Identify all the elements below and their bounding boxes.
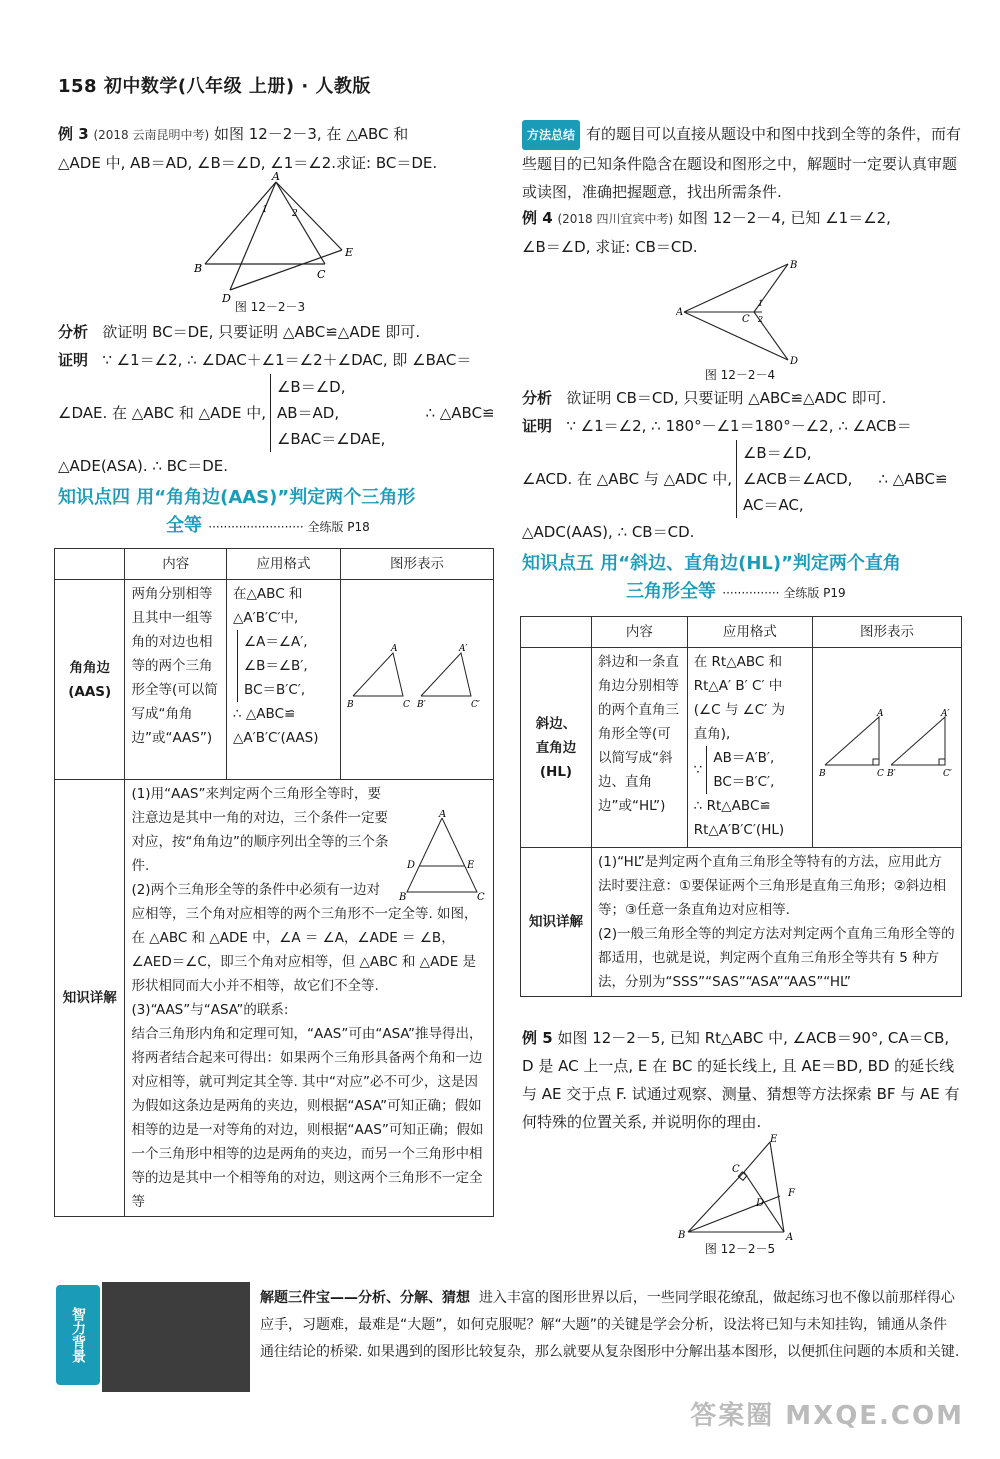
detail-paragraph: (3)“AAS”与“ASA”的联系: bbox=[131, 1002, 289, 1018]
example-4-solution bbox=[522, 384, 962, 546]
example-3-solution bbox=[58, 318, 498, 480]
proof-text: ∴ △ABC≌ bbox=[878, 470, 948, 488]
table-aas bbox=[54, 548, 494, 1217]
analysis-text: 欲证明 CB＝CD, 只要证明 △ABC≌△ADC 即可. bbox=[566, 389, 887, 407]
label-a: A bbox=[439, 810, 447, 820]
label-b2: B′ bbox=[887, 768, 896, 779]
label-c2: C′ bbox=[943, 768, 952, 779]
label-1: 1 bbox=[758, 299, 764, 308]
label-1: 1 bbox=[262, 205, 268, 215]
proof-text: ∵ ∠1＝∠2, ∴ 180°－∠1＝180°－∠2, ∴ ∠ACB＝ bbox=[566, 417, 912, 435]
label-a2: A′ bbox=[941, 708, 950, 719]
label-a: A bbox=[391, 643, 398, 654]
label-b: B bbox=[678, 1230, 686, 1241]
cell-detail bbox=[591, 848, 961, 997]
figure-caption: 图 12－2－4 bbox=[704, 368, 776, 382]
table-header: 图形表示 bbox=[813, 617, 962, 648]
example-statement: 如图 12－2－5, 已知 Rt△ABC 中, ∠ACB＝90°, CA＝CB, D 是 AC 上一点, E 在 BC 的延长线上, 且 AE＝BD, BD 的延长线与 AE 交于点 F. 试通过观察、测量、猜想等方法探索 BF 与 AE 有何特殊的位置关系, 并说明你的理由. bbox=[522, 1029, 960, 1131]
kp-title-line: 知识点四 用“角角边(AAS)”判定两个三角形 bbox=[58, 487, 416, 508]
table-header: 应用格式 bbox=[227, 549, 341, 580]
figure-caption: 图 12－2－3 bbox=[234, 300, 306, 314]
condition: AB＝AD, bbox=[276, 404, 340, 422]
detail-figure bbox=[397, 810, 487, 900]
figure-12-2-3 bbox=[190, 172, 370, 302]
kp-reference: ··············· 全练版 P19 bbox=[722, 586, 846, 600]
format-line: 在△ABC 和 bbox=[233, 586, 303, 602]
label-e: E bbox=[345, 246, 354, 259]
label-a2: A′ bbox=[459, 643, 468, 654]
label-d: D bbox=[222, 292, 231, 302]
condition: ∠B＝∠D, bbox=[276, 378, 346, 396]
label-d: D bbox=[756, 1198, 765, 1209]
example-source: (2018 四川宜宾中考) bbox=[557, 212, 674, 226]
label-a: A bbox=[877, 708, 884, 719]
format-line: 直角), bbox=[693, 726, 731, 742]
format-line: (∠C 与 ∠C′ 为 bbox=[693, 702, 786, 718]
row-label: 知识详解 bbox=[521, 848, 592, 997]
format-line: ∠B＝∠B′, bbox=[244, 658, 308, 674]
format-line: Rt△A′B′C′(HL) bbox=[693, 822, 785, 838]
label-b: B bbox=[819, 768, 826, 779]
detail-paragraph: (1)“HL”是判定两个直角三角形全等特有的方法，应用此方法时要注意：①要保证两个三角形是直角三角形；②斜边相等；③任意一条直角边对应相等. bbox=[597, 854, 947, 918]
example-statement: ∠B＝∠D, 求证: CB＝CD. bbox=[522, 238, 698, 256]
example-label: 例 5 bbox=[522, 1029, 553, 1047]
label-f: F bbox=[788, 1188, 795, 1199]
condition: AC＝AC, bbox=[742, 496, 804, 514]
format-line: △A′B′C′中, bbox=[233, 610, 299, 626]
proof-text: ∵ ∠1＝∠2, ∴ ∠DAC＋∠1＝∠2＋∠DAC, 即 ∠BAC＝ bbox=[102, 351, 472, 369]
hl-figure bbox=[819, 709, 955, 779]
table-header: 内容 bbox=[591, 617, 687, 648]
condition: ∠ACB＝∠ACD, bbox=[742, 470, 853, 488]
method-badge: 方法总结 bbox=[522, 120, 580, 150]
format-line: BC＝B′C′, bbox=[713, 774, 775, 790]
label-b: B bbox=[790, 260, 798, 271]
example-label: 例 3 bbox=[58, 125, 89, 143]
row-label: 知识详解 bbox=[55, 780, 125, 1217]
condition-brace bbox=[270, 374, 385, 452]
label-c: C bbox=[317, 268, 326, 281]
cell-detail bbox=[125, 780, 494, 1217]
condition: ∠BAC＝∠DAE, bbox=[276, 430, 386, 448]
proof-text: ∴ △ABC≌ bbox=[425, 404, 495, 422]
format-line: BC＝B′C′, bbox=[244, 682, 306, 698]
proof-text: △ADE(ASA). ∴ BC＝DE. bbox=[58, 457, 228, 475]
figure-caption: 图 12－2－5 bbox=[704, 1242, 776, 1256]
label-a: A bbox=[676, 307, 684, 318]
cell-figure bbox=[813, 648, 962, 848]
method-text: 有的题目可以直接从题设中和图中找到全等的条件，而有些题目的已知条件隐含在题设和图形之中，解题时一定要认真审题或读图，准确把握题意，找出所需条件. bbox=[522, 125, 962, 201]
label-2: 2 bbox=[758, 315, 764, 324]
label-b: B bbox=[399, 892, 407, 900]
format-line: ∴ Rt△ABC≌ bbox=[693, 798, 771, 814]
figure-12-2-5 bbox=[676, 1134, 806, 1244]
example-source: (2018 云南昆明中考) bbox=[93, 128, 210, 142]
example-statement: △ADE 中, AB＝AD, ∠B＝∠D, ∠1＝∠2.求证: BC＝DE. bbox=[58, 154, 438, 172]
label-d: D bbox=[790, 356, 799, 367]
knowledge-point-5-title bbox=[522, 550, 962, 607]
label-b2: B′ bbox=[417, 699, 426, 710]
table-header: 图形表示 bbox=[341, 549, 494, 580]
analysis-label: 分析 bbox=[58, 323, 89, 341]
cell-format bbox=[687, 648, 812, 848]
kp-title-line: 全等 bbox=[166, 515, 202, 536]
format-line: ∠A＝∠A′, bbox=[244, 634, 308, 650]
because-symbol: ∵ bbox=[693, 762, 703, 778]
label-2: 2 bbox=[292, 209, 298, 219]
label-d: D bbox=[407, 860, 416, 871]
table-header: 内容 bbox=[125, 549, 227, 580]
table-corner bbox=[55, 549, 125, 580]
format-brace bbox=[237, 630, 308, 702]
kp-title-line: 三角形全等 bbox=[626, 581, 716, 602]
watermark: 答案圈 MXQE.COM bbox=[690, 1401, 964, 1431]
example-4 bbox=[522, 204, 962, 261]
proof-label: 证明 bbox=[58, 351, 89, 369]
table-corner bbox=[521, 617, 592, 648]
example-3 bbox=[58, 120, 498, 177]
analysis-label: 分析 bbox=[522, 389, 553, 407]
intelligence-background-badge: 智力背景 bbox=[56, 1285, 100, 1385]
label-b: B bbox=[194, 262, 203, 275]
cell-figure bbox=[341, 580, 494, 780]
proof-text: △ADC(AAS), ∴ CB＝CD. bbox=[522, 523, 695, 541]
label-e: E bbox=[770, 1134, 778, 1145]
aas-figure bbox=[347, 641, 487, 711]
table-header: 应用格式 bbox=[687, 617, 812, 648]
label-a: A bbox=[786, 1232, 794, 1243]
analysis-text: 欲证明 BC＝DE, 只要证明 △ABC≌△ADE 即可. bbox=[102, 323, 421, 341]
cell-format bbox=[227, 580, 341, 780]
label-a: A bbox=[272, 172, 280, 183]
kp-reference: ························· 全练版 P18 bbox=[208, 520, 370, 534]
knowledge-point-4-title bbox=[58, 484, 498, 541]
example-statement: 如图 12－2－4, 已知 ∠1＝∠2, bbox=[677, 209, 891, 227]
condition: ∠B＝∠D, bbox=[742, 444, 812, 462]
photo-illustration bbox=[102, 1282, 250, 1392]
format-line: △A′B′C′(AAS) bbox=[233, 730, 319, 746]
row-label: 角角边 (AAS) bbox=[55, 580, 125, 780]
bottom-note bbox=[260, 1285, 960, 1366]
label-e: E bbox=[467, 860, 475, 871]
format-line: Rt△A′ B′ C′ 中 bbox=[693, 678, 783, 694]
label-c: C bbox=[477, 892, 485, 900]
page-header: 158 初中数学(八年级 上册) · 人教版 bbox=[58, 76, 371, 97]
bottom-title: 解题三件宝——分析、分解、猜想 bbox=[260, 1290, 470, 1306]
condition-brace bbox=[736, 440, 852, 518]
detail-paragraph: (2)两个三角形全等的条件中必须有一边对应相等，三个角对应相等的两个三角形不一定全等. 如图，在 △ABC 和 △ADE 中，∠A ＝ ∠A，∠ADE ＝ ∠B，∠AED＝∠C，即三个角对应相等，但 △ABC 和 △ADE 是形状相同而大小并不相等，故它们不全等. bbox=[131, 882, 478, 994]
label-c: C bbox=[877, 768, 884, 779]
method-summary bbox=[522, 120, 962, 206]
detail-paragraph: (2)一般三角形全等的判定方法对判定两个直角三角形全等的都适用，也就是说，判定两个直角三角形全等共有 5 种方法，分别为“SSS”“SAS”“ASA”“AAS”“HL” bbox=[597, 926, 955, 990]
example-5 bbox=[522, 1024, 962, 1136]
bottom-text: 进入丰富的图形世界以后，一些同学眼花缭乱，做起练习也不像以前那样得心应手，习题难，最难是“大题”，如何克服呢？解“大题”的关键是学会分析，设法将已知与未知挂钩，铺通从条件通往结论的桥梁. 如果遇到的图形比较复杂，那么就要从复杂图形中分解出基本图形，以便抓住问题的本质和关键. bbox=[260, 1290, 960, 1360]
kp-title-line: 知识点五 用“斜边、直角边(HL)”判定两个直角 bbox=[522, 553, 901, 574]
label-c: C bbox=[742, 314, 750, 325]
example-statement: 如图 12－2－3, 在 △ABC 和 bbox=[213, 125, 409, 143]
example-label: 例 4 bbox=[522, 209, 553, 227]
cell-content: 斜边和一条直角边分别相等的两个直角三角形全等(可以简写成“斜边、直角边”或“HL”) bbox=[591, 648, 687, 848]
cell-content: 两角分别相等且其中一组等角的对边也相等的两个三角形全等(可以简写成“角角边”或“AAS”) bbox=[125, 580, 227, 780]
detail-paragraph: 结合三角形内角和定理可知，“AAS”可由“ASA”推导得出，将两者结合起来可得出：如果两个三角形具备两个角和一边对应相等，就可判定其全等. 其中“对应”必不可少，这是因为假如这条边是两角的夹边，则根据“ASA”可知正确；假如相等的边是一对等角的对边，则根据“AAS”可知正确；假如一个三角形中相等的边是两角的夹边，而另一个三角形中相等的边是其中一个相等角的对边，则这两个三角形不一定全等 bbox=[131, 1026, 484, 1210]
format-line: ∴ △ABC≌ bbox=[233, 706, 296, 722]
label-b: B bbox=[347, 699, 354, 710]
figure-12-2-4 bbox=[676, 256, 806, 368]
table-hl bbox=[520, 616, 962, 997]
format-line: 在 Rt△ABC 和 bbox=[693, 654, 783, 670]
label-c2: C′ bbox=[471, 699, 480, 710]
proof-text: ∠DAE. 在 △ABC 和 △ADE 中, bbox=[58, 404, 266, 422]
row-label: 斜边、 直角边 (HL) bbox=[521, 648, 592, 848]
proof-label: 证明 bbox=[522, 417, 553, 435]
proof-text: ∠ACD. 在 △ABC 与 △ADC 中, bbox=[522, 470, 732, 488]
detail-paragraph: (1)用“AAS”来判定两个三角形全等时，要注意边是其中一角的对边，三个条件一定要对应，按“角角边”的顺序列出全等的三个条件. bbox=[131, 786, 389, 874]
label-c: C bbox=[403, 699, 410, 710]
label-c: C bbox=[732, 1164, 740, 1175]
format-brace bbox=[706, 746, 774, 794]
format-line: AB＝A′B′, bbox=[713, 750, 775, 766]
